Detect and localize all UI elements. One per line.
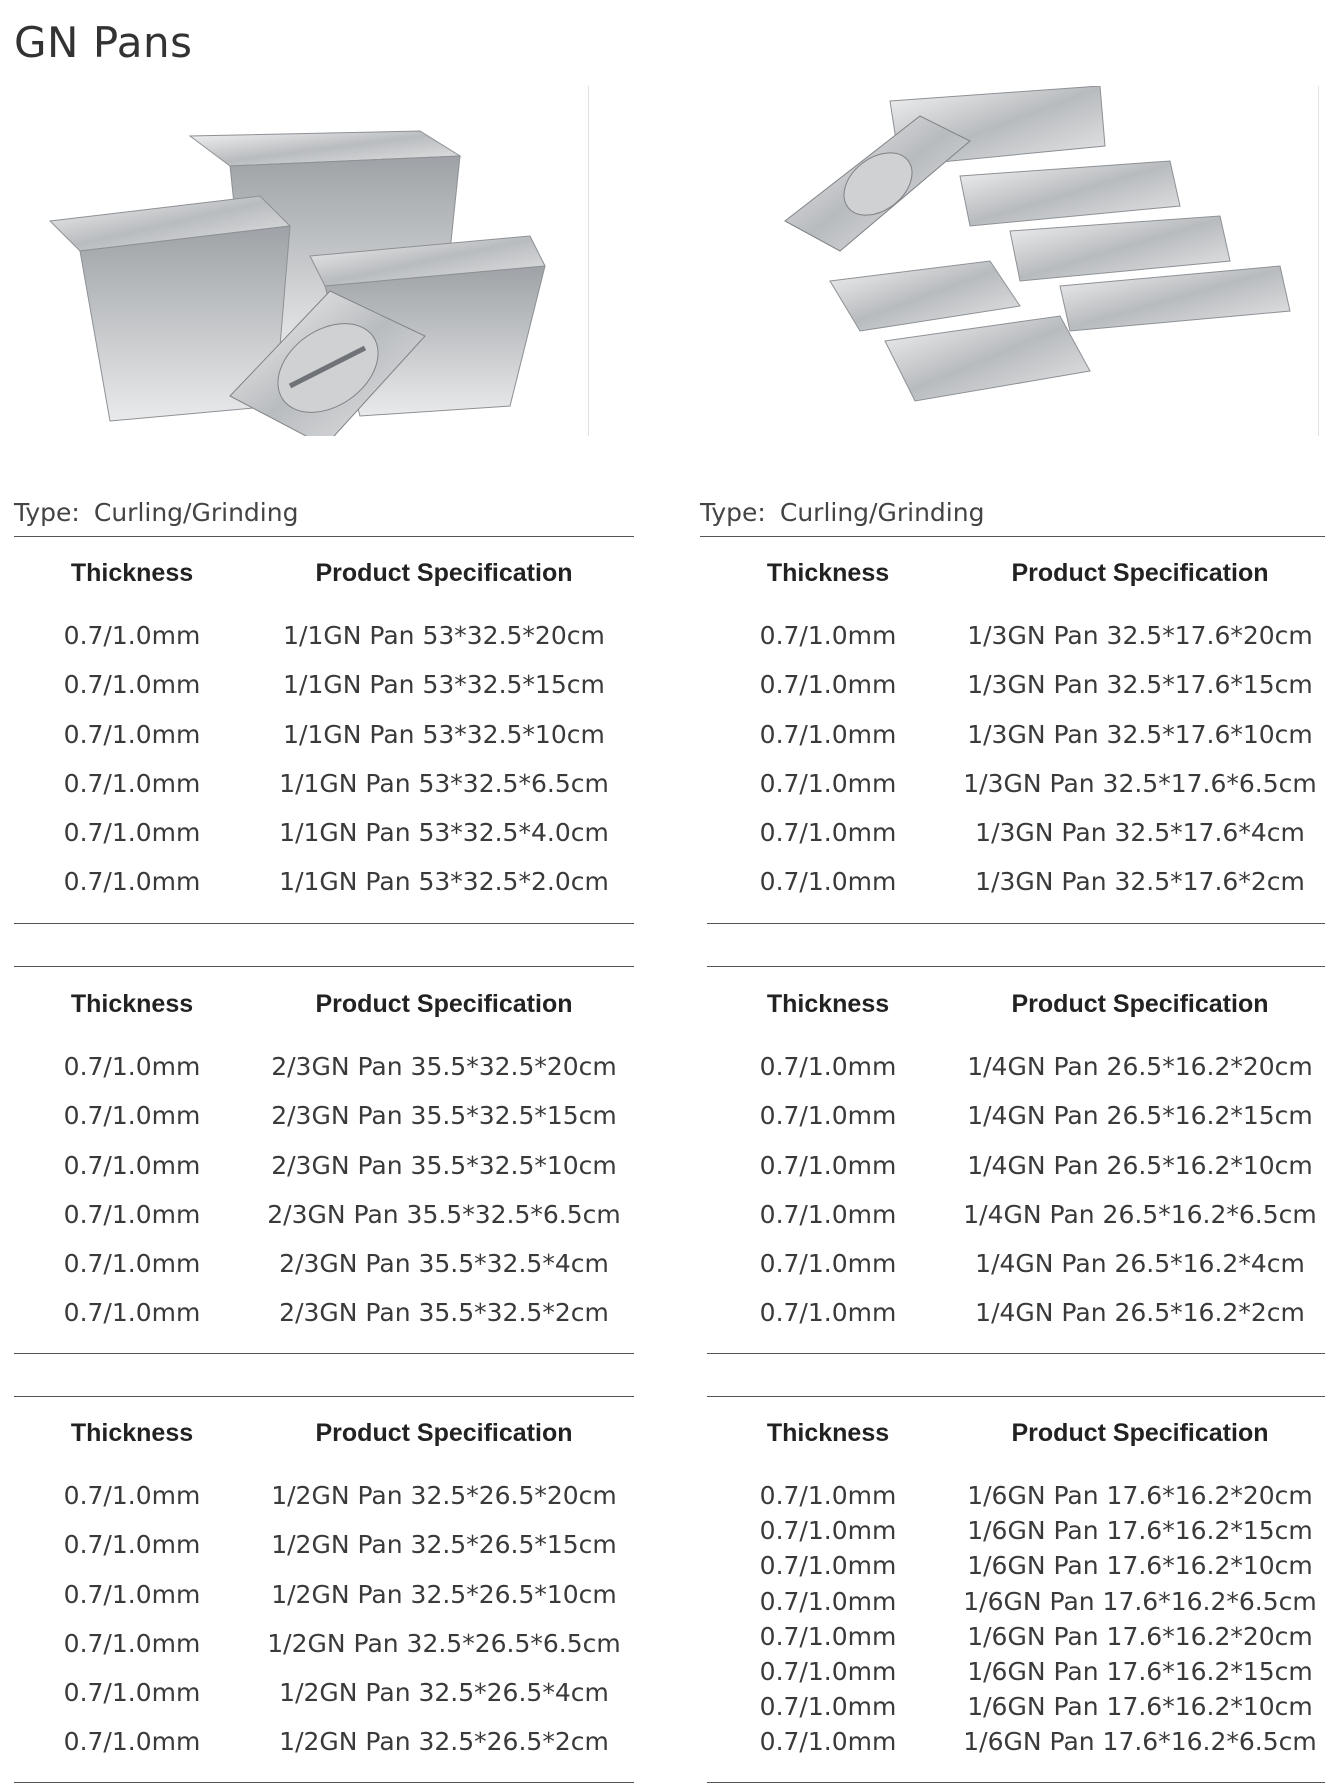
table-row: [14, 1151, 634, 1200]
table-row: [14, 1249, 634, 1298]
thickness-cell: 0.7/1.0mm: [759, 670, 897, 700]
thickness-cell: 0.7/1.0mm: [63, 1579, 201, 1609]
spec-cell: 1/6GN Pan 17.6*16.2*15cm: [967, 1516, 1313, 1546]
spec-cell: 1/3GN Pan 32.5*17.6*2cm: [975, 867, 1305, 897]
thickness-header: Thickness: [766, 1419, 890, 1447]
table-row: [14, 769, 634, 818]
spec-cell: 1/2GN Pan 32.5*26.5*4cm: [279, 1678, 609, 1708]
table-row: [710, 1151, 1330, 1200]
divider-line: [14, 536, 634, 537]
table-row: [14, 1481, 634, 1530]
table-row: [710, 1622, 1330, 1657]
spec-rows: [710, 1481, 1330, 1763]
thickness-cell: 0.7/1.0mm: [63, 1298, 201, 1328]
table-row: [710, 769, 1330, 818]
thickness-cell: 0.7/1.0mm: [759, 719, 897, 749]
thickness-cell: 0.7/1.0mm: [759, 1621, 897, 1651]
table-row: [710, 867, 1330, 916]
divider-line: [707, 1782, 1325, 1783]
spec-rows: [14, 1481, 634, 1777]
thickness-cell: 0.7/1.0mm: [759, 1656, 897, 1686]
thickness-cell: 0.7/1.0mm: [63, 768, 201, 798]
thickness-cell: 0.7/1.0mm: [759, 1249, 897, 1279]
table-row: [710, 1657, 1330, 1692]
divider-line: [707, 923, 1325, 924]
spec-cell: 1/4GN Pan 26.5*16.2*4cm: [975, 1249, 1305, 1279]
table-row: [14, 867, 634, 916]
table-row: [14, 1530, 634, 1579]
spec-cell: 2/3GN Pan 35.5*32.5*15cm: [271, 1101, 617, 1131]
thickness-header: Thickness: [766, 990, 890, 1018]
product-photo-deep-pans: [40, 86, 590, 436]
divider-line: [14, 1396, 634, 1397]
spec-cell: 1/4GN Pan 26.5*16.2*6.5cm: [963, 1199, 1317, 1229]
thickness-header: Thickness: [70, 559, 194, 587]
thickness-header: Thickness: [70, 1419, 194, 1447]
thickness-header: Thickness: [70, 990, 194, 1018]
spec-cell: 2/3GN Pan 35.5*32.5*10cm: [271, 1150, 617, 1180]
thickness-cell: 0.7/1.0mm: [63, 1530, 201, 1560]
thickness-cell: 0.7/1.0mm: [759, 1516, 897, 1546]
thickness-cell: 0.7/1.0mm: [63, 1727, 201, 1757]
thickness-cell: 0.7/1.0mm: [63, 818, 201, 848]
thickness-cell: 0.7/1.0mm: [63, 1678, 201, 1708]
thickness-cell: 0.7/1.0mm: [63, 621, 201, 650]
spec-header: Product Specification: [315, 559, 573, 587]
table-row: [14, 621, 634, 670]
table-row: [14, 1101, 634, 1150]
table-row: [710, 621, 1330, 670]
table-row: [710, 1298, 1330, 1347]
page-title: GN Pans: [14, 18, 193, 67]
thickness-cell: 0.7/1.0mm: [63, 719, 201, 749]
thickness-cell: 0.7/1.0mm: [63, 1150, 201, 1180]
divider-line: [14, 923, 634, 924]
thickness-cell: 0.7/1.0mm: [63, 1199, 201, 1229]
thickness-cell: 0.7/1.0mm: [759, 1101, 897, 1131]
spec-cell: 1/6GN Pan 17.6*16.2*6.5cm: [963, 1586, 1317, 1616]
thickness-cell: 0.7/1.0mm: [759, 1586, 897, 1616]
thickness-cell: 0.7/1.0mm: [759, 867, 897, 897]
spec-cell: 1/4GN Pan 26.5*16.2*15cm: [967, 1101, 1313, 1131]
table-row: [710, 1587, 1330, 1622]
spec-rows: [710, 621, 1330, 917]
stainless-pans-set-illustration: [770, 86, 1310, 436]
table-row: [14, 670, 634, 719]
spec-cell: 2/3GN Pan 35.5*32.5*6.5cm: [267, 1199, 621, 1229]
spec-cell: 1/1GN Pan 53*32.5*20cm: [283, 621, 605, 650]
type-value: Curling/Grinding: [779, 498, 985, 527]
table-row: [14, 1580, 634, 1629]
spec-cell: 1/3GN Pan 32.5*17.6*20cm: [967, 621, 1313, 650]
spec-header: Product Specification: [1011, 559, 1269, 587]
thickness-cell: 0.7/1.0mm: [759, 1551, 897, 1581]
spec-cell: 1/2GN Pan 32.5*26.5*2cm: [279, 1727, 609, 1757]
divider-line: [707, 966, 1325, 967]
table-row: [14, 1678, 634, 1727]
type-label-left: [14, 498, 298, 527]
spec-cell: 1/3GN Pan 32.5*17.6*6.5cm: [963, 768, 1317, 798]
spec-cell: 1/6GN Pan 17.6*16.2*15cm: [967, 1656, 1313, 1686]
thickness-cell: 0.7/1.0mm: [63, 1052, 201, 1081]
thickness-cell: 0.7/1.0mm: [759, 1481, 897, 1510]
photo-divider: [588, 86, 589, 436]
thickness-cell: 0.7/1.0mm: [759, 1298, 897, 1328]
spec-cell: 1/2GN Pan 32.5*26.5*15cm: [271, 1530, 617, 1560]
thickness-header: Thickness: [766, 559, 890, 587]
divider-line: [707, 1353, 1325, 1354]
table-row: [710, 720, 1330, 769]
photo-divider: [1318, 86, 1319, 436]
spec-cell: 1/1GN Pan 53*32.5*10cm: [283, 719, 605, 749]
table-row: [710, 670, 1330, 719]
thickness-cell: 0.7/1.0mm: [63, 1249, 201, 1279]
spec-rows: [14, 1052, 634, 1348]
thickness-cell: 0.7/1.0mm: [63, 1481, 201, 1510]
spec-header: Product Specification: [315, 1419, 573, 1447]
thickness-cell: 0.7/1.0mm: [759, 621, 897, 650]
divider-line: [14, 1353, 634, 1354]
table-row: [14, 1052, 634, 1101]
spec-cell: 1/3GN Pan 32.5*17.6*15cm: [967, 670, 1313, 700]
table-row: [14, 1727, 634, 1776]
type-key: Type:: [14, 498, 80, 527]
table-row: [710, 1052, 1330, 1101]
spec-cell: 1/3GN Pan 32.5*17.6*10cm: [967, 719, 1313, 749]
table-row: [710, 1249, 1330, 1298]
spec-cell: 2/3GN Pan 35.5*32.5*2cm: [279, 1298, 609, 1328]
spec-cell: 2/3GN Pan 35.5*32.5*4cm: [279, 1249, 609, 1279]
spec-cell: 1/6GN Pan 17.6*16.2*10cm: [967, 1551, 1313, 1581]
spec-cell: 1/1GN Pan 53*32.5*15cm: [283, 670, 605, 700]
spec-rows: [14, 621, 634, 917]
spec-cell: 1/4GN Pan 26.5*16.2*10cm: [967, 1150, 1313, 1180]
thickness-cell: 0.7/1.0mm: [759, 1727, 897, 1757]
spec-cell: 1/2GN Pan 32.5*26.5*20cm: [271, 1481, 617, 1510]
table-row: [710, 1481, 1330, 1516]
table-row: [710, 1200, 1330, 1249]
spec-header: Product Specification: [315, 990, 573, 1018]
spec-cell: 1/2GN Pan 32.5*26.5*6.5cm: [267, 1628, 621, 1658]
spec-cell: 1/1GN Pan 53*32.5*4.0cm: [279, 818, 609, 848]
table-row: [14, 1629, 634, 1678]
table-row: [710, 818, 1330, 867]
thickness-cell: 0.7/1.0mm: [759, 818, 897, 848]
spec-cell: 1/6GN Pan 17.6*16.2*20cm: [967, 1481, 1313, 1510]
spec-rows: [710, 1052, 1330, 1348]
table-row: [14, 818, 634, 867]
table-row: [14, 1298, 634, 1347]
spec-cell: 1/2GN Pan 32.5*26.5*10cm: [271, 1579, 617, 1609]
divider-line: [14, 1782, 634, 1783]
type-key: Type:: [700, 498, 766, 527]
thickness-cell: 0.7/1.0mm: [63, 1101, 201, 1131]
table-row: [710, 1692, 1330, 1727]
thickness-cell: 0.7/1.0mm: [759, 768, 897, 798]
spec-cell: 1/1GN Pan 53*32.5*2.0cm: [279, 867, 609, 897]
product-photo-shallow-pans: [770, 86, 1310, 436]
table-row: [710, 1727, 1330, 1762]
thickness-cell: 0.7/1.0mm: [759, 1692, 897, 1722]
table-row: [710, 1551, 1330, 1586]
thickness-cell: 0.7/1.0mm: [63, 1628, 201, 1658]
table-row: [710, 1101, 1330, 1150]
spec-cell: 2/3GN Pan 35.5*32.5*20cm: [271, 1052, 617, 1081]
spec-cell: 1/6GN Pan 17.6*16.2*10cm: [967, 1692, 1313, 1722]
spec-cell: 1/4GN Pan 26.5*16.2*2cm: [975, 1298, 1305, 1328]
thickness-cell: 0.7/1.0mm: [63, 670, 201, 700]
divider-line: [707, 1396, 1325, 1397]
table-row: [14, 720, 634, 769]
spec-header: Product Specification: [1011, 1419, 1269, 1447]
spec-cell: 1/6GN Pan 17.6*16.2*6.5cm: [963, 1727, 1317, 1757]
thickness-cell: 0.7/1.0mm: [63, 867, 201, 897]
stainless-pans-illustration: [40, 86, 590, 436]
table-row: [14, 1200, 634, 1249]
thickness-cell: 0.7/1.0mm: [759, 1199, 897, 1229]
spec-cell: 1/3GN Pan 32.5*17.6*4cm: [975, 818, 1305, 848]
spec-cell: 1/1GN Pan 53*32.5*6.5cm: [279, 768, 609, 798]
divider-line: [14, 966, 634, 967]
table-row: [710, 1516, 1330, 1551]
type-value: Curling/Grinding: [93, 498, 299, 527]
spec-header: Product Specification: [1011, 990, 1269, 1018]
spec-cell: 1/4GN Pan 26.5*16.2*20cm: [967, 1052, 1313, 1081]
spec-cell: 1/6GN Pan 17.6*16.2*20cm: [967, 1621, 1313, 1651]
thickness-cell: 0.7/1.0mm: [759, 1150, 897, 1180]
type-label-right: [700, 498, 984, 527]
thickness-cell: 0.7/1.0mm: [759, 1052, 897, 1081]
divider-line: [700, 536, 1325, 537]
